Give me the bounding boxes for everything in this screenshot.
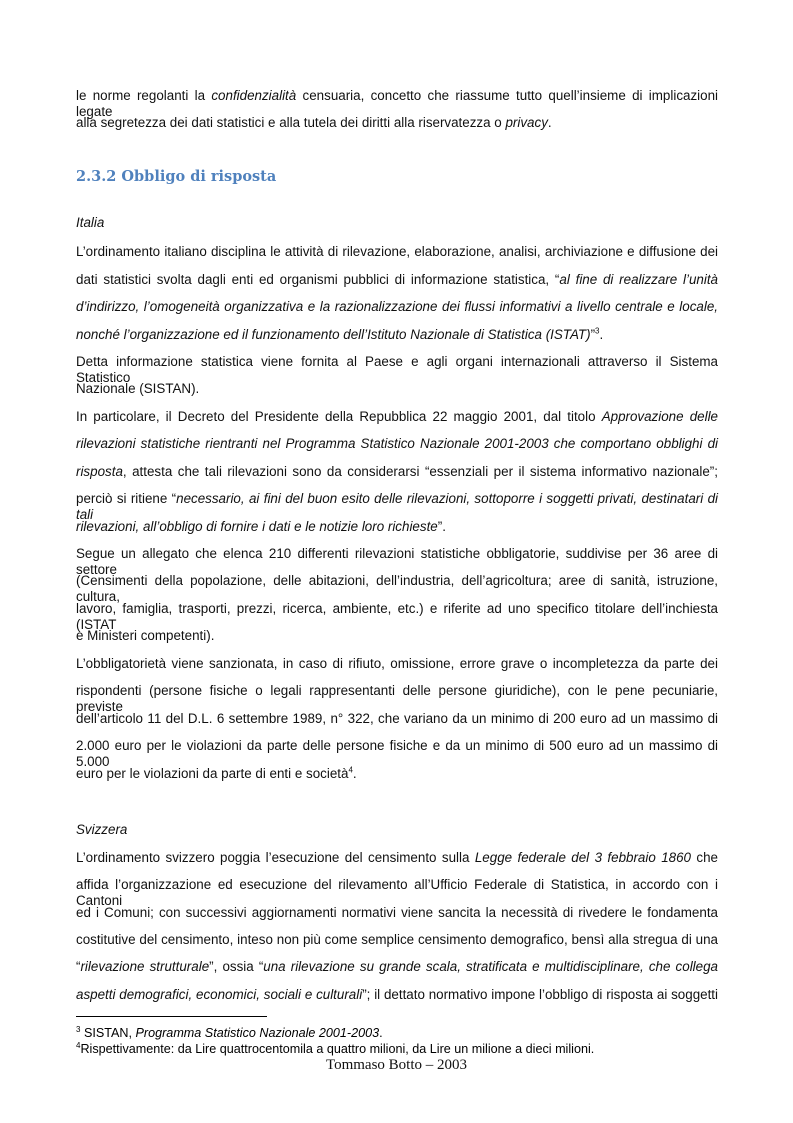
intro-line-2: alla segretezza dei dati statistici e alla tutela dei diritti alla riservatezza o privacy. bbox=[76, 115, 552, 130]
italia-line-11: rilevazioni, all’obbligo di fornire i dati e le notizie loro richieste”. bbox=[76, 519, 446, 534]
italia-line-15: e Ministeri competenti). bbox=[76, 628, 215, 643]
italia-line-13: (Censimenti della popolazione, delle abitazioni, dell’industria, dell’agricoltura; aree di sanità, istruzione, cultura, bbox=[76, 573, 718, 604]
italia-line-6: Nazionale (SISTAN). bbox=[76, 381, 200, 396]
svizzera-line-5: “rilevazione strutturale”, ossia “una rilevazione su grande scala, stratificata e multidisciplinare, che collega bbox=[76, 959, 718, 974]
italia-line-9: risposta, attesta che tali rilevazioni sono da considerarsi “essenziali per il sistema informativo nazionale”; bbox=[76, 464, 718, 479]
italia-line-19: 2.000 euro per le violazioni da parte delle persone fisiche e da un minimo di 500 euro ad un massimo di 5.000 bbox=[76, 738, 718, 769]
intro-line-1: le norme regolanti la confidenzialità censuaria, concetto che riassume tutto quell’insieme di implicazioni legate bbox=[76, 88, 719, 119]
italia-line-12: Segue un allegato che elenca 210 differenti rilevazioni statistiche obbligatorie, suddivise per 36 aree di settore bbox=[76, 546, 718, 577]
footnote-separator bbox=[76, 1016, 267, 1017]
italia-line-17: rispondenti (persone fisiche o legali rappresentanti delle persone giuridiche), con le pene pecuniarie, previste bbox=[76, 683, 718, 714]
italia-line-1: L’ordinamento italiano disciplina le attività di rilevazione, elaborazione, analisi, archiviazione e diffusione dei bbox=[76, 244, 718, 259]
italia-line-18: dell’articolo 11 del D.L. 6 settembre 1989, n° 322, che variano da un minimo di 200 euro ad un massimo di bbox=[76, 711, 718, 726]
svizzera-line-6: aspetti demografici, economici, sociali e culturali”; il dettato normativo impone l’obbligo di risposta ai soggetti bbox=[76, 987, 719, 1002]
italia-line-7: In particolare, il Decreto del Presidente della Repubblica 22 maggio 2001, dal titolo Approvazione delle bbox=[76, 409, 719, 424]
footnote-3: $^3$ SISTAN, Programma Statistico Nazionale 2001-2003. bbox=[76, 1024, 383, 1040]
italia-line-8: rilevazioni statistiche rientranti nel Programma Statistico Nazionale 2001-2003 che comportano obblighi di bbox=[76, 436, 718, 451]
italia-line-3: d’indirizzo, l’omogeneità organizzativa e la razionalizzazione dei flussi informativi a livello centrale e locale, bbox=[76, 299, 718, 314]
page-footer: Tommaso Botto – 2003 bbox=[325, 1057, 468, 1073]
italia-line-4: nonché l’organizzazione ed il funzionamento dell’Istituto Nazionale di Statistica (ISTAT)”$^3$. bbox=[76, 326, 604, 342]
footnote-4: $^4$Rispettivamente: da Lire quattrocentomila a quattro milioni, da Lire un milione a dieci milioni. bbox=[76, 1040, 595, 1056]
svizzera-line-2: affida l’organizzazione ed esecuzione del rilevamento all’Ufficio Federale di Statistica, in accordo con i Cantoni bbox=[76, 877, 718, 908]
italia-line-2: dati statistici svolta dagli enti ed organismi pubblici di informazione statistica, “al fine di realizzare l’unità bbox=[76, 272, 718, 287]
svizzera-line-3: ed i Comuni; con successivi aggiornamenti normativi viene sancita la necessità di rivedere le fondamenta bbox=[76, 905, 718, 920]
italia-line-16: L’obbligatorietà viene sanzionata, in caso di rifiuto, omissione, errore grave o incompletezza da parte dei bbox=[76, 656, 718, 671]
italia-line-5: Detta informazione statistica viene fornita al Paese e agli organi internazionali attraverso il Sistema Statistico bbox=[76, 354, 718, 385]
section-heading: 2.3.2 Obbligo di risposta bbox=[76, 168, 277, 185]
svizzera-title: Svizzera bbox=[76, 822, 128, 837]
italia-line-20: euro per le violazioni da parte di enti e società$^4$. bbox=[76, 765, 357, 781]
italia-line-14: lavoro, famiglia, trasporti, prezzi, ricerca, ambiente, etc.) e riferite ad uno specifico titolare dell’inchiesta (ISTAT bbox=[76, 601, 718, 632]
italia-line-10: perciò si ritiene “necessario, ai fini del buon esito delle rilevazioni, sottoporre i soggetti privati, destinatari di tali bbox=[76, 491, 718, 522]
svizzera-line-1: L’ordinamento svizzero poggia l’esecuzione del censimento sulla Legge federale del 3 febbraio 1860 che bbox=[76, 850, 718, 865]
italia-title: Italia bbox=[76, 215, 105, 230]
svizzera-line-4: costitutive del censimento, inteso non più come semplice censimento demografico, bensì alla stregua di una bbox=[76, 932, 718, 947]
